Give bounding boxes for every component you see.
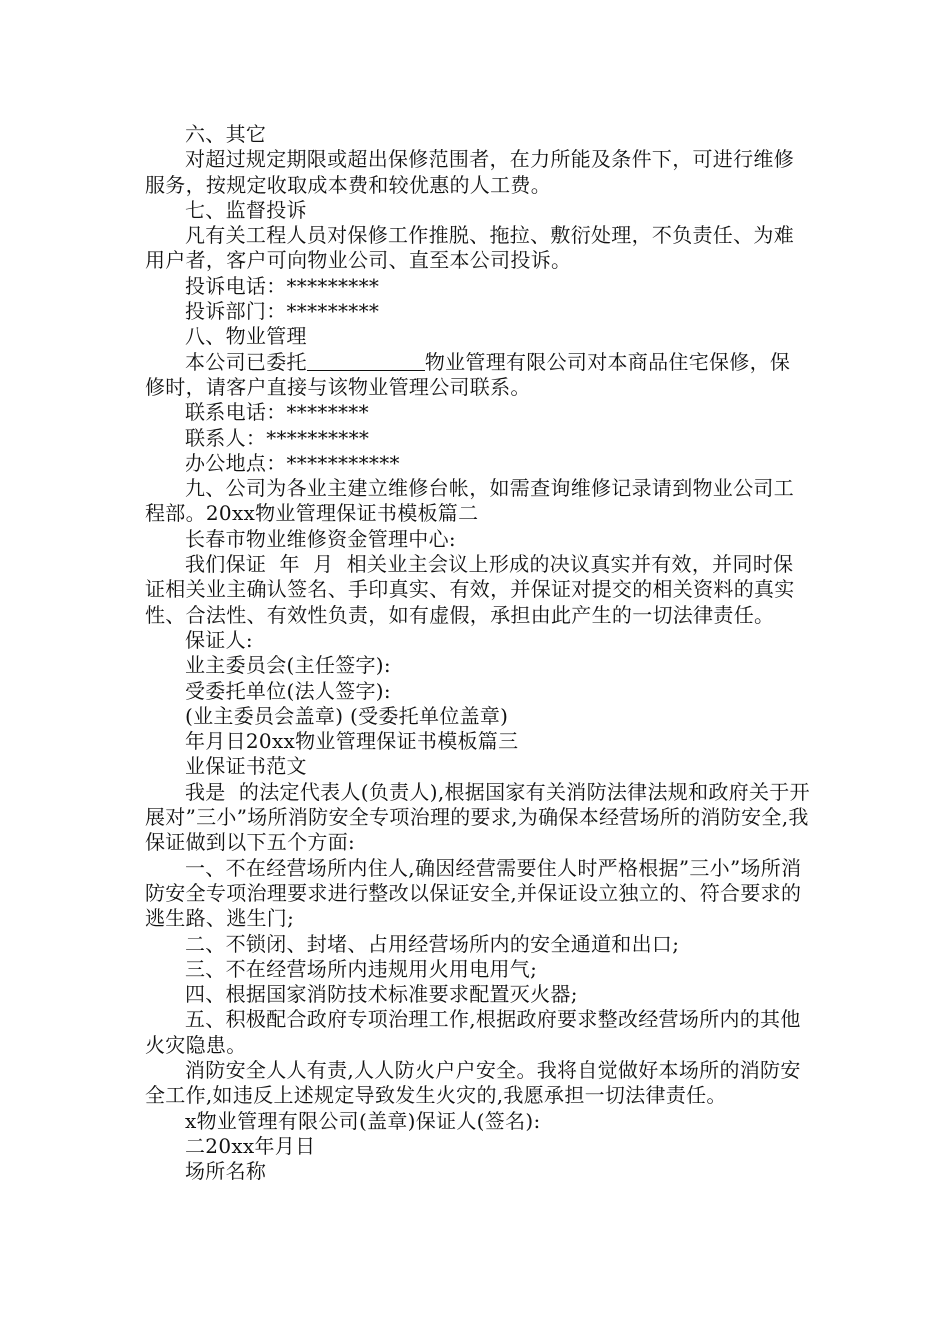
section-heading-property-management: 八、物业管理 — [185, 324, 307, 349]
item-four: 四、根据国家消防技术标准要求配置灭火器; — [185, 982, 578, 1007]
delegation-suffix: 物业管理有限公司对本商品住宅保修，保修时，请客户直接与该物业管理公司联系。 — [145, 349, 791, 399]
entrusted-unit-signature: 受委托单位(法人签字): — [185, 678, 391, 703]
paragraph-out-of-warranty: 对超过规定期限或超出保修范围者，在力所能及条件下，可进行维修服务，按规定收取成本费和较优惠的人工费。 — [145, 147, 794, 197]
delegation-prefix: 本公司已委托 — [185, 349, 307, 374]
section-heading-complaints: 七、监督投诉 — [185, 197, 307, 222]
blank-line — [307, 350, 425, 371]
item-three: 三、不在经营场所内违规用火用电用气; — [185, 956, 538, 981]
office-address: 办公地点：*********** — [185, 450, 400, 475]
paragraph-complaints: 凡有关工程人员对保修工作推脱、拖拉、敷衍处理，不负责任、为难用户者，客户可向物业公司、直至本公司投诉。 — [145, 223, 794, 273]
complaint-department: 投诉部门：********* — [185, 299, 380, 324]
item-five: 五、积极配合政府专项治理工作,根据政府要求整改经营场所内的其他火灾隐患。 — [145, 1007, 801, 1057]
item-one: 一、不在经营场所内住人,确因经营需要住人时严格根据”三小”场所消防安全专项治理要求进行整改以保证安全,并保证设立独立的、符合要求的逃生路、逃生门; — [145, 855, 802, 931]
document-body — [145, 122, 810, 1184]
guarantor-label: 保证人: — [185, 627, 253, 652]
item-two: 二、不锁闭、封堵、占用经营场所内的安全通道和出口; — [185, 931, 680, 956]
date-line: 二20xx年月日 — [185, 1133, 316, 1158]
addressee: 长春市物业维修资金管理中心: — [185, 526, 456, 551]
sample-title: 业保证书范文 — [185, 754, 307, 779]
paragraph-property-delegation — [145, 350, 810, 401]
company-signature-line: x物业管理有限公司(盖章)保证人(签名): — [185, 1108, 541, 1133]
seal-line: (业主委员会盖章) (受委托单位盖章) — [185, 703, 509, 728]
paragraph-fire-safety: 消防安全人人有责,人人防火户户安全。我将自觉做好本场所的消防安全工作,如违反上述规定导致发生火灾的,我愿承担一切法律责任。 — [145, 1057, 801, 1108]
paragraph-guarantee: 我们保证 年 月 相关业主会议上形成的决议真实并有效，并同时保证相关业主确认签名、手印真实、有效，并保证对提交的相关资料的真实性、合法性、有效性负责，如有虚假，承担由此产生的一切法律责任。 — [145, 552, 795, 627]
paragraph-maintenance-ledger: 九、公司为各业主建立维修台帐，如需查询维修记录请到物业公司工程部。20xx物业管理保证书模板篇二 — [145, 476, 794, 526]
venue-name: 场所名称 — [185, 1159, 267, 1184]
date-and-template-three: 年月日20xx物业管理保证书模板篇三 — [185, 729, 519, 754]
complaint-phone: 投诉电话：********* — [185, 273, 380, 298]
paragraph-legal-representative: 我是 的法定代表人(负责人),根据国家有关消防法律法规和政府关于开展对”三小”场所消防安全专项治理的要求,为确保本经营场所的消防安全,我保证做到以下五个方面: — [145, 779, 810, 855]
owners-committee-signature: 业主委员会(主任签字): — [185, 653, 391, 678]
section-heading-other: 六、其它 — [185, 122, 267, 146]
contact-phone: 联系电话：******** — [185, 400, 369, 425]
contact-person: 联系人：********** — [185, 425, 370, 450]
